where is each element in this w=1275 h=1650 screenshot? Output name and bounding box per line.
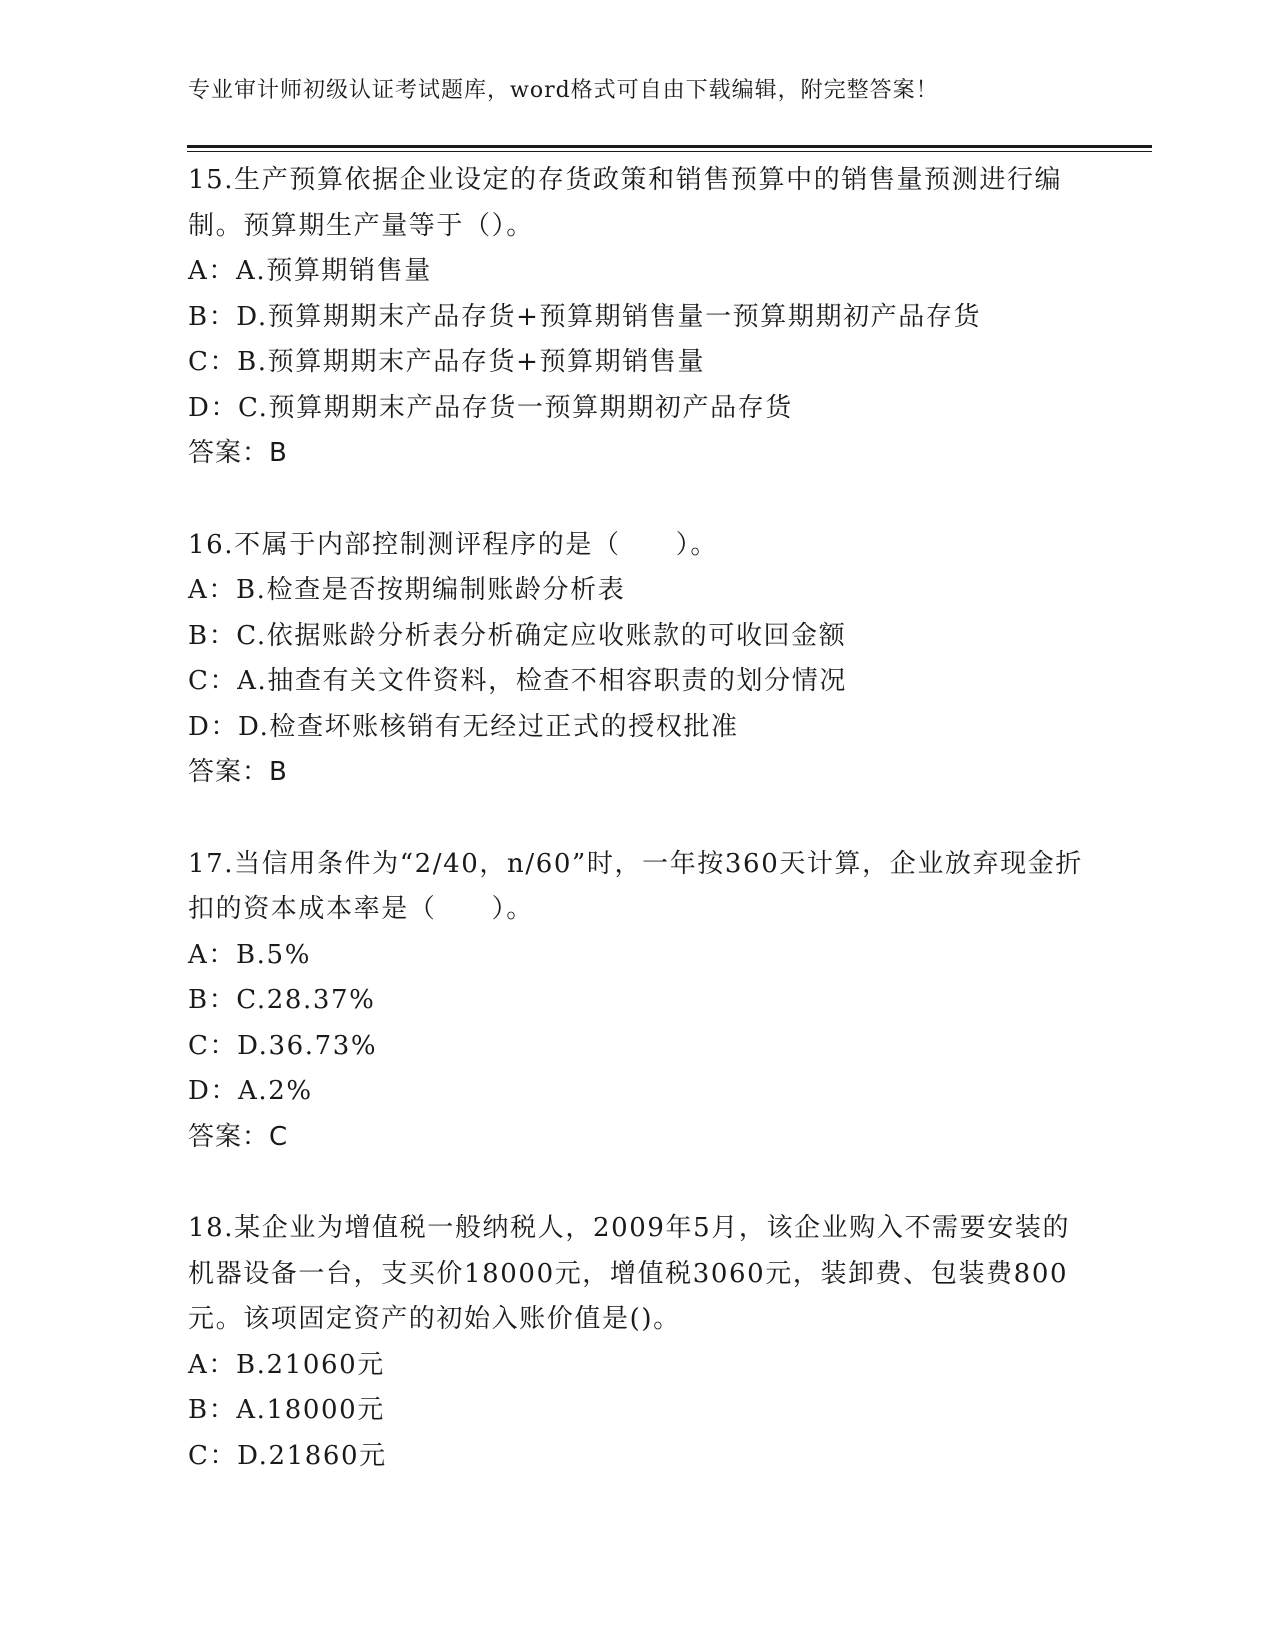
- question-stem: 16.不属于内部控制测评程序的是（ ）。: [188, 529, 718, 560]
- page-header: 专业审计师初级认证考试题库，word格式可自由下载编辑，附完整答案！: [188, 78, 939, 103]
- question-15: [188, 158, 1088, 477]
- option-a: A：A.预算期销售量: [188, 256, 432, 286]
- question-stem: 17.当信用条件为“2/40，n/60”时，一年按360天计算，企业放弃现金折扣的资本成本率是（ ）。: [188, 848, 1083, 924]
- option-d: D：A.2%: [188, 1076, 313, 1106]
- option-c: C：D.36.73%: [188, 1030, 378, 1061]
- option-a: A：B.5%: [188, 939, 311, 970]
- question-list: [188, 158, 1088, 1479]
- option-c: C：D.21860元: [188, 1440, 387, 1471]
- spacer: [188, 796, 1088, 842]
- spacer: [188, 477, 1088, 523]
- spacer: [188, 1160, 1088, 1206]
- option-b: B：A.18000元: [188, 1395, 385, 1425]
- option-c: C：A.抽查有关文件资料，检查不相容职责的划分情况: [188, 666, 847, 696]
- option-a: A：B.21060元: [188, 1349, 385, 1380]
- option-b: B：C.28.37%: [188, 985, 376, 1015]
- option-b: B：D.预算期期末产品存货+预算期销售量一预算期期初产品存货: [188, 301, 982, 332]
- option-d: D：C.预算期期末产品存货一预算期期初产品存货: [188, 392, 793, 423]
- question-stem: 18.某企业为增值税一般纳税人，2009年5月，该企业购入不需要安装的机器设备一台，支买价18000元，增值税3060元，装卸费、包装费800元。该项固定资产的初始入账价值是()。: [188, 1213, 1071, 1334]
- question-16: [188, 523, 1088, 796]
- question-18: [188, 1206, 1088, 1479]
- header-rule-thick: [187, 145, 1152, 148]
- option-a: A：B.检查是否按期编制账龄分析表: [188, 575, 626, 605]
- question-stem: 15.生产预算依据企业设定的存货政策和销售预算中的销售量预测进行编制。预算期生产量等于（）。: [188, 165, 1063, 241]
- header-rule-thin: [187, 151, 1152, 152]
- option-b: B：C.依据账龄分析表分析确定应收账款的可收回金额: [188, 620, 847, 651]
- option-d: D：D.检查坏账核销有无经过正式的授权批准: [188, 711, 739, 742]
- answer-line: 答案：B: [188, 757, 288, 787]
- question-17: [188, 842, 1088, 1161]
- answer-line: 答案：B: [188, 438, 288, 468]
- option-c: C：B.预算期期末产品存货+预算期销售量: [188, 347, 706, 377]
- answer-line: 答案：C: [188, 1121, 289, 1152]
